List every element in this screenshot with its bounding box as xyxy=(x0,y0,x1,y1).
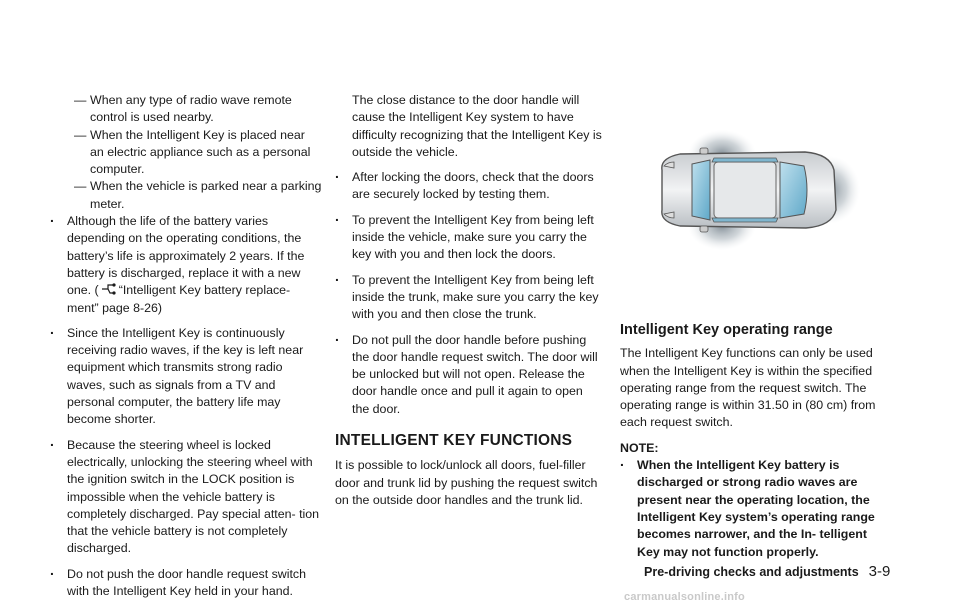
note-bullet: . When the Intelligent Key battery is discharged or strong radio waves are present near the operating location, the Intelligent Key system’s operating range becomes narrower, and the In- telligent Key may not function properly. xyxy=(620,457,884,561)
bullet-pull-handle: . Do not pull the door handle before pushing the door handle request switch. The door will be unlocked but will not open. Release the door handle once and pull it again to open the door. xyxy=(335,332,603,418)
bullet-steering-lock: . Because the steering wheel is locked electrically, unlocking the steering wheel with the ignition switch in the LOCK position is impossible when the vehicle battery is completely discharged. Pay special atten- tion that the vehicle battery is not completely discharged. xyxy=(50,437,322,558)
watermark: carmanualsonline.info xyxy=(624,591,745,603)
column-right xyxy=(620,322,884,561)
column-left xyxy=(50,92,322,608)
bullet-battery-life: . Although the life of the battery varies depending on the operating conditions, the battery’s life is approximately 2 years. If the battery is discharged, replace it with a new one. ( “Intelligent Key battery replace- ment” page 8-26) xyxy=(50,213,322,317)
section-body: It is possible to lock/unlock all doors, fuel-filler door and trunk lid by pushing the request switch on the outside door handles and the trunk lid. xyxy=(335,458,598,507)
section-heading: INTELLIGENT KEY FUNCTIONS xyxy=(335,432,573,450)
page-number: 3-9 xyxy=(868,563,891,580)
dash-item: — When the Intelligent Key is placed near an electric appliance such as a personal computer. xyxy=(74,127,311,177)
bullet-door-handle: . Do not push the door handle request switch with the Intelligent Key held in your hand. xyxy=(50,566,322,601)
dash-item: — When the vehicle is parked near a parking meter. xyxy=(74,179,322,211)
bullet-key-vehicle: . To prevent the Intelligent Key from being left inside the vehicle, make sure you carry the key with you and then lock the doors. xyxy=(335,212,603,264)
operating-range-illustration xyxy=(630,118,870,258)
bullet-key-trunk: . To prevent the Intelligent Key from being left inside the trunk, make sure you carry the key with you and then close the trunk. xyxy=(335,272,603,324)
page-footer xyxy=(644,563,890,580)
continuation-text: The close distance to the door handle will cause the Intelligent Key system to have difficulty recognizing that the Intelligent Key is outside the vehicle. xyxy=(352,93,602,159)
note-label: NOTE: xyxy=(620,440,659,455)
page-reference-icon xyxy=(101,283,117,295)
bullet-radio-waves: . Since the Intelligent Key is continuously receiving radio waves, if the key is left near equipment which transmits strong radio waves, such as signals from a TV and personal computer, the battery life may become shorter. xyxy=(50,325,322,429)
footer-section-title: Pre-driving checks and adjustments xyxy=(644,565,859,579)
car-top-view-icon xyxy=(630,118,870,258)
bullet-check-locked: . After locking the doors, check that the doors are securely locked by testing them. xyxy=(335,169,603,204)
subsection-heading: Intelligent Key operating range xyxy=(620,322,833,338)
dash-item: — When any type of radio wave remote control is used nearby. xyxy=(74,93,292,125)
column-middle xyxy=(335,92,603,509)
subsection-body: The Intelligent Key functions can only be used when the Intelligent Key is within the specified operating range from the request switch. The operating range is within 31.50 in (80 cm) from each request switch. xyxy=(620,346,876,430)
